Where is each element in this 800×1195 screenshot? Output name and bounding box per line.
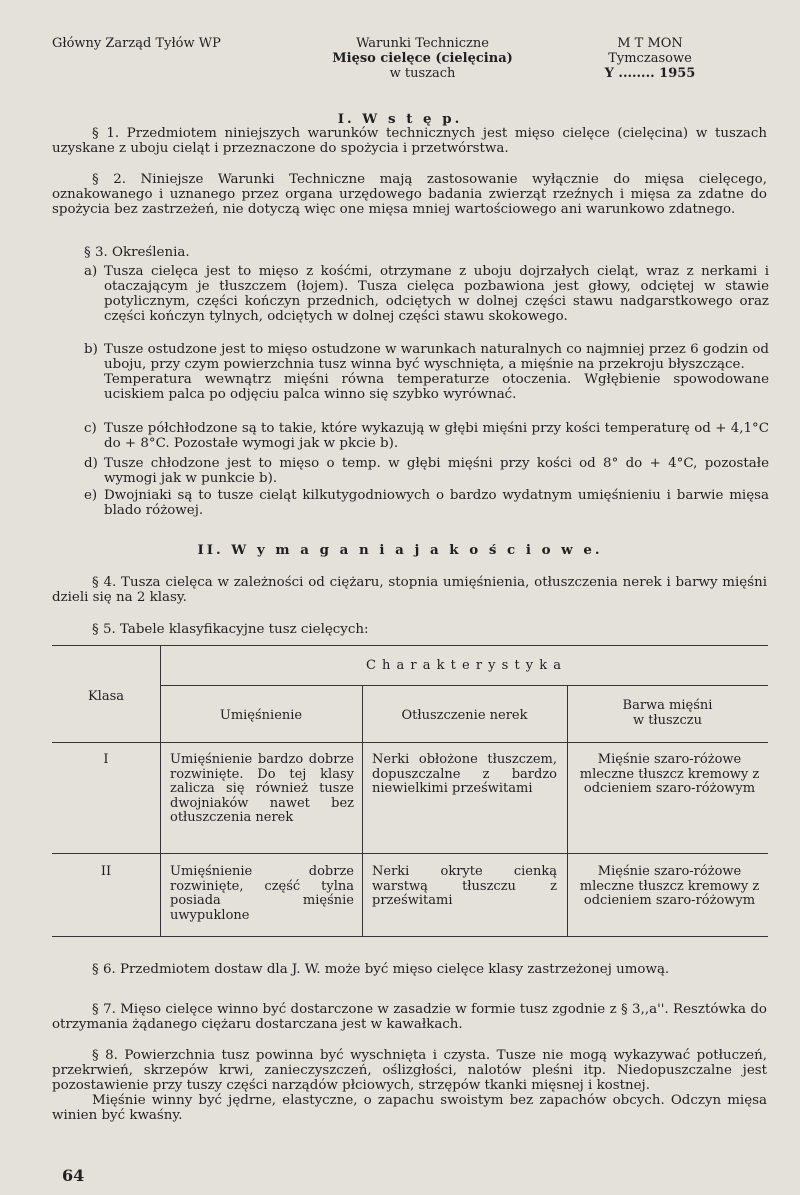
title-line-3: w tuszach [389, 66, 456, 81]
definition-d: d) Tusze chłodzone jest to mięso o temp. w głębi mięśni przy kości od 8° do + 4°C, pozostałe wymogi jak w punkcie b). [84, 456, 769, 486]
paragraph-5: § 5. Tabele klasyfikacyjne tusz cielęcych: [92, 622, 369, 637]
row-1-klasa: I [103, 752, 109, 767]
paragraph-1: § 1. Przedmiotem niniejszych warunków technicznych jest mięso cielęce (cielęcina) w tuszach uzyskane z uboju cieląt i przeznaczone do spożycia i przetwórstwa. [52, 126, 767, 156]
row-2-barwa: Mięśnie szaro-różowe mleczne tłuszcz kremowy z odcieniem szaro-różowym [579, 864, 760, 908]
code-line-2: Tymczasowe [608, 51, 692, 66]
document-title [300, 36, 545, 81]
document-code [590, 36, 710, 81]
row-2-klasa: II [100, 864, 112, 879]
row-2-otluszczenie: Nerki okryte cienką warstwą tłuszczu z prześwitami [372, 864, 557, 908]
header-otluszczenie: Otłuszczenie nerek [401, 708, 528, 723]
header-barwa: Barwa mięśni w tłuszczu [622, 698, 713, 728]
issuer: Główny Zarząd Tyłów WP [52, 36, 221, 51]
definition-a: a) Tusza cielęca jest to mięso z kośćmi, otrzymane z uboju dojrzałych cieląt, wraz z nerkami i otaczającym je tłuszczem (łojem). Tusza cielęca pozbawiona jest głowy, odciętej w stawie potylicznym, części kończyn przednich, odciętych w dolnej części stawu nadgarstkowego oraz części kończyn tylnych, odciętych w dolnej części stawu skokowego. [84, 264, 769, 324]
row-2-umiesnienie: Umięśnienie dobrze rozwinięte, część tylna posiada mięśnie uwypuklone [170, 864, 354, 923]
header-klasa: Klasa [87, 689, 125, 704]
paragraph-7: § 7. Mięso cielęce winno być dostarczone w zasadzie w formie tusz zgodnie z § 3,,a''. Resztówka do otrzymania żądanego ciężaru dostarczana jest w kawałkach. [52, 1002, 767, 1032]
row-1-umiesnienie: Umięśnienie bardzo dobrze rozwinięte. Do tej klasy zalicza się również tusze dwojniaków nawet bez otłuszczenia nerek [170, 752, 354, 825]
paragraph-3-title: § 3. Określenia. [84, 245, 190, 260]
header-charakterystyka: C h a r a k t e r y s t y k a [365, 658, 563, 673]
title-line-1: Warunki Techniczne [356, 36, 489, 51]
definition-b: b) Tusze ostudzone jest to mięso ostudzone w warunkach naturalnych co najmniej przez 6 godzin od uboju, przy czym powierzchnia tusz winna być wyschnięta, a mięśnie na przekroju błyszczące. Temperatura wewnątrz mięśni równa temperaturze otoczenia. Wgłębienie spowodowane uciskiem palca po odjęciu palca winno się szybko wyrównać. [84, 342, 769, 402]
classification-table [52, 645, 768, 937]
row-1-barwa: Mięśnie szaro-różowe mleczne tłuszcz kremowy z odcieniem szaro-różowym [579, 752, 760, 796]
header-umiesnienie: Umięśnienie [219, 708, 303, 723]
code-line-3: Y ........ 1955 [604, 66, 696, 81]
table-col-rule-1 [160, 645, 161, 937]
section-1-heading: I. W s t ę p. [337, 111, 463, 127]
page-number: 64 [62, 1166, 85, 1185]
code-line-1: M T MON [617, 36, 683, 51]
definition-c: c) Tusze półchłodzone są to takie, które wykazują w głębi mięśni przy kości temperaturę od + 4,1°C do + 8°C. Pozostałe wymogi jak w pkcie b). [84, 421, 769, 451]
paragraph-2: § 2. Niniejsze Warunki Techniczne mają zastosowanie wyłącznie do mięsa cielęcego, oznakowanego i uznanego przez organa urzędowego badania zwierząt rzeźnych i mięsa za zdatne do spożycia bez zastrzeżeń, nie dotyczą więc one mięsa mniej wartościowego ani warunkowo zdatnego. [52, 172, 767, 217]
section-2-heading: II. W y m a g a n i a j a k o ś c i o w e. [197, 542, 603, 558]
paragraph-4: § 4. Tusza cielęca w zależności od ciężaru, stopnia umięśnienia, otłuszczenia nerek i barwy mięśni dzieli się na 2 klasy. [52, 575, 767, 605]
row-1-otluszczenie: Nerki obłożone tłuszczem, dopuszczalne z bardzo niewielkimi prześwitami [372, 752, 557, 796]
table-group-rule [160, 685, 768, 686]
definition-e: e) Dwojniaki są to tusze cieląt kilkutygodniowych o bardzo wydatnym umięśnieniu i barwie mięsa blado różowej. [84, 488, 769, 518]
paragraph-6: § 6. Przedmiotem dostaw dla J. W. może być mięso cielęce klasy zastrzeżonej umową. [92, 962, 670, 977]
title-line-2: Mięso cielęce (cielęcina) [332, 51, 513, 66]
paragraph-8: § 8. Powierzchnia tusz powinna być wyschnięta i czysta. Tusze nie mogą wykazywać potłuczeń, przekrwień, skrzepów krwi, zanieczyszczeń, oślizgłości, nalotów pleśni itp. Niedopuszczalne jest pozostawienie przy tuszy części narządów płciowych, strzępów tkanki mięsnej i kostnej. Mięśnie winny być jędrne, elastyczne, o zapachu swoistym bez zapachów obcych. Odczyn mięsa winien być kwaśny. [52, 1048, 767, 1123]
